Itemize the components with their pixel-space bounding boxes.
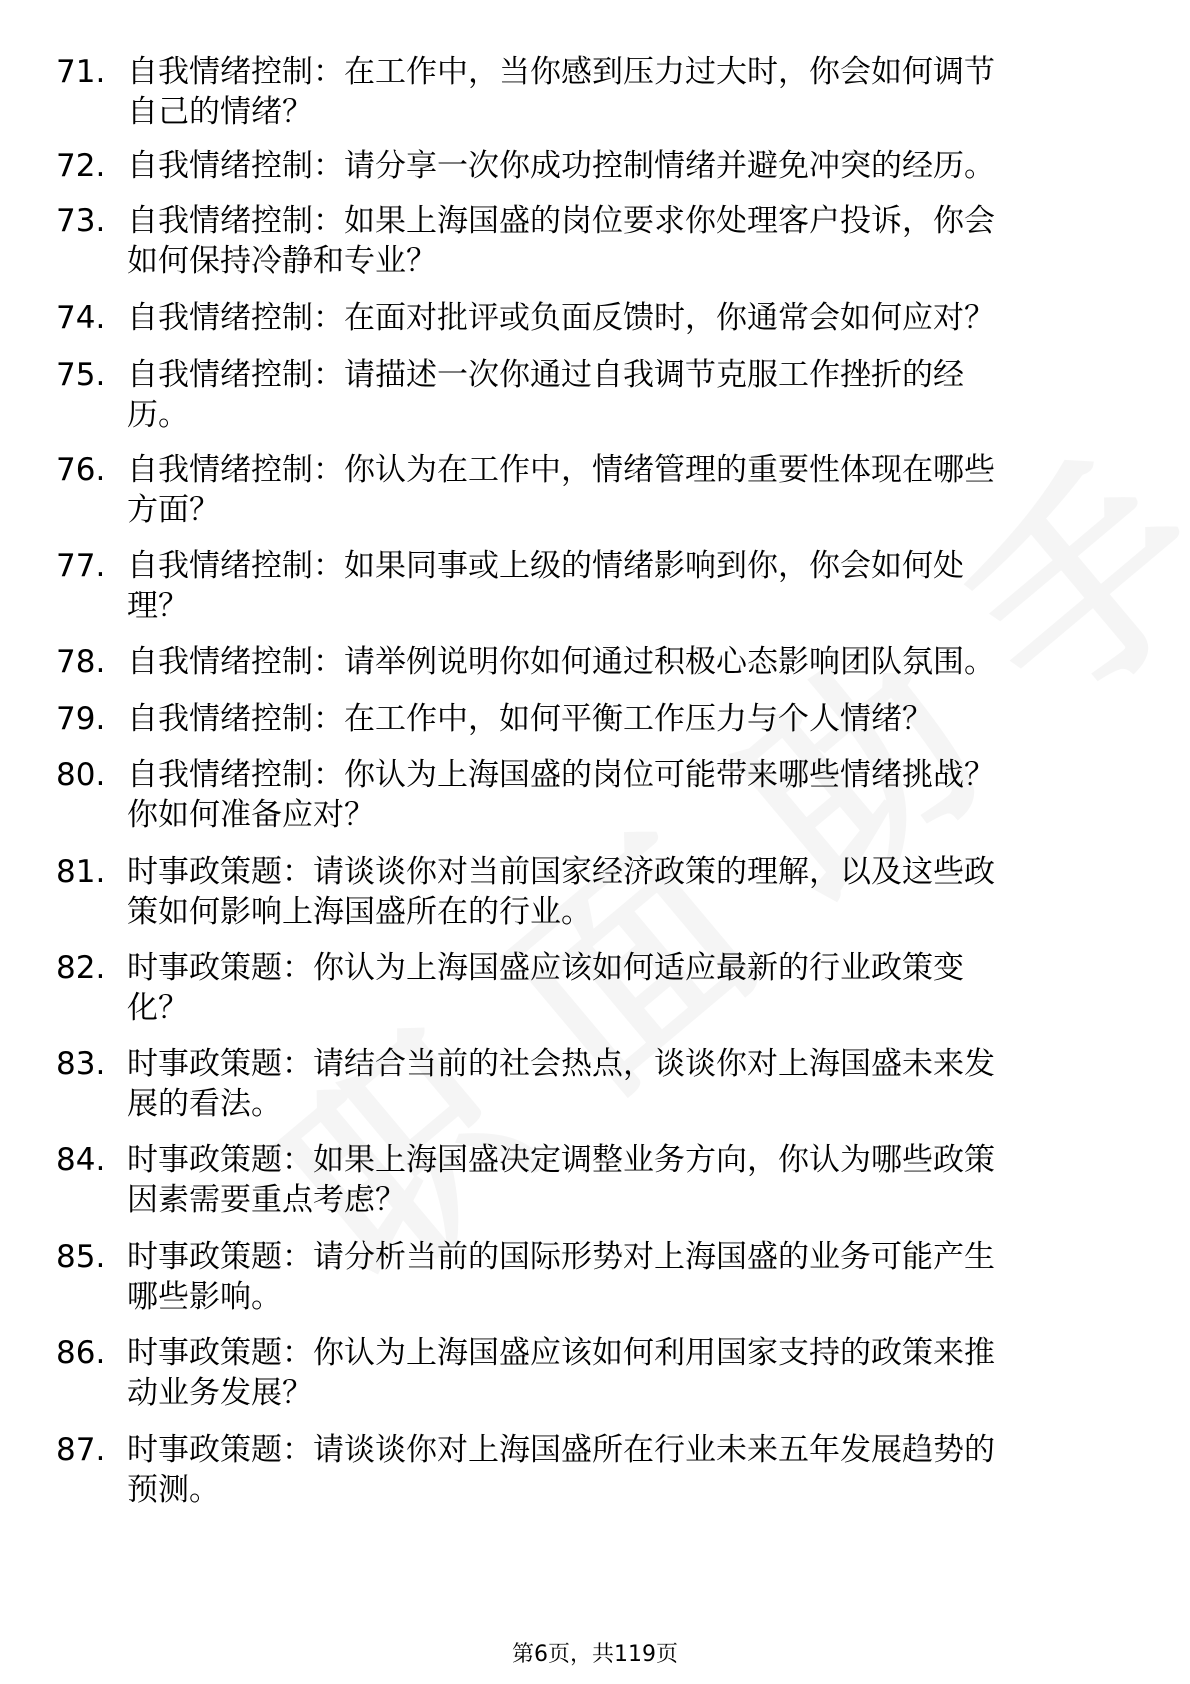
question-text: 时事政策题：请分析当前的国际形势对上海国盛的业务可能产生 哪些影响。: [127, 1239, 995, 1315]
question-text: 自我情绪控制：如果上海国盛的岗位要求你处理客户投诉，你会 如何保持冷静和专业？: [127, 203, 995, 279]
question-number: 80.: [56, 757, 106, 793]
question-number: 72.: [56, 148, 106, 184]
page-footer: 第6页，共119页: [512, 1642, 678, 1667]
question-number: 84.: [56, 1142, 106, 1178]
question-number: 75.: [56, 357, 106, 393]
question-text: 时事政策题：你认为上海国盛应该如何适应最新的行业政策变 化？: [127, 950, 964, 1026]
question-text: 时事政策题：请谈谈你对上海国盛所在行业未来五年发展趋势的 预测。: [127, 1432, 995, 1508]
question-text: 时事政策题：请结合当前的社会热点，谈谈你对上海国盛未来发 展的看法。: [127, 1046, 995, 1122]
question-number: 86.: [56, 1335, 106, 1371]
question-number: 73.: [56, 203, 106, 239]
question-text: 自我情绪控制：你认为在工作中，情绪管理的重要性体现在哪些 方面？: [127, 452, 995, 528]
question-text: 自我情绪控制：请分享一次你成功控制情绪并避免冲突的经历。: [127, 148, 995, 184]
question-number: 77.: [56, 548, 106, 584]
question-text: 自我情绪控制：在工作中，如何平衡工作压力与个人情绪？: [127, 701, 933, 737]
question-number: 87.: [56, 1432, 106, 1468]
question-text: 自我情绪控制：你认为上海国盛的岗位可能带来哪些情绪挑战？ 你如何准备应对？: [127, 757, 995, 833]
question-number: 85.: [56, 1239, 106, 1275]
question-number: 81.: [56, 854, 106, 890]
question-number: 74.: [56, 300, 106, 336]
question-text: 时事政策题：请谈谈你对当前国家经济政策的理解，以及这些政 策如何影响上海国盛所在的行业。: [127, 854, 995, 930]
question-number: 71.: [56, 54, 106, 90]
question-text: 自我情绪控制：请举例说明你如何通过积极心态影响团队氛围。: [127, 644, 995, 680]
question-number: 76.: [56, 452, 106, 488]
question-number: 83.: [56, 1046, 106, 1082]
question-text: 时事政策题：如果上海国盛决定调整业务方向，你认为哪些政策 因素需要重点考虑？: [127, 1142, 995, 1218]
question-number: 82.: [56, 950, 106, 986]
question-number: 79.: [56, 701, 106, 737]
question-text: 自我情绪控制：如果同事或上级的情绪影响到你，你会如何处 理？: [127, 548, 964, 624]
question-text: 自我情绪控制：在工作中，当你感到压力过大时，你会如何调节 自己的情绪？: [127, 54, 995, 130]
question-text: 自我情绪控制：在面对批评或负面反馈时，你通常会如何应对？: [127, 300, 995, 336]
question-number: 78.: [56, 644, 106, 680]
question-text: 时事政策题：你认为上海国盛应该如何利用国家支持的政策来推 动业务发展？: [127, 1335, 995, 1411]
question-text: 自我情绪控制：请描述一次你通过自我调节克服工作挫折的经 历。: [127, 357, 964, 433]
